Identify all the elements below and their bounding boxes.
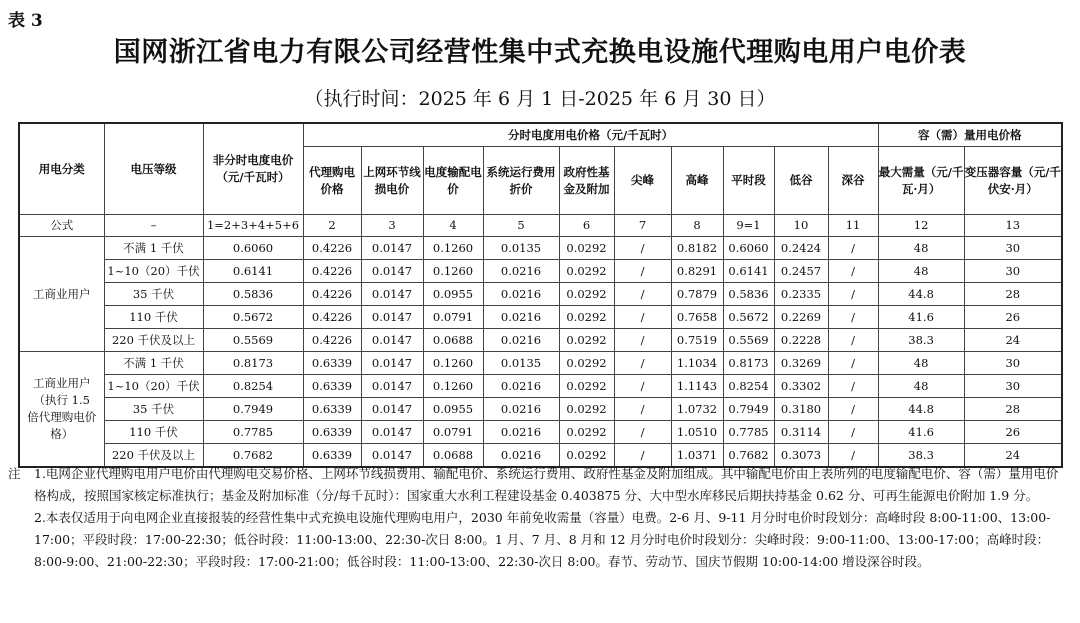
table-row [19, 375, 1062, 398]
table-cell: / [828, 375, 878, 398]
table-cell: 35 千伏 [104, 283, 203, 306]
table-cell: 0.4226 [303, 283, 361, 306]
formula-cell: 1=2+3+4+5+6 [203, 215, 303, 237]
formula-cell: 13 [964, 215, 1062, 237]
table-cell: 0.1260 [423, 352, 483, 375]
table-cell: 0.0147 [361, 237, 423, 260]
formula-cell: 5 [483, 215, 559, 237]
table-cell: 26 [964, 306, 1062, 329]
formula-cell: 10 [774, 215, 828, 237]
table-cell: 0.0147 [361, 375, 423, 398]
table-cell: 1~10（20）千伏 [104, 260, 203, 283]
table-cell: 28 [964, 283, 1062, 306]
table-cell: 0.5672 [723, 306, 774, 329]
formula-cell: 8 [671, 215, 723, 237]
table-cell: 1.0510 [671, 421, 723, 444]
table-cell: 0.7658 [671, 306, 723, 329]
formula-cell: 2 [303, 215, 361, 237]
table-cell: 0.7682 [203, 444, 303, 468]
table-cell: 0.0292 [559, 283, 614, 306]
notes-prefix: 注 [8, 466, 21, 481]
formula-cell: 12 [878, 215, 964, 237]
table-cell: / [614, 306, 671, 329]
table-cell: 0.0216 [483, 398, 559, 421]
header-col: 平时段 [723, 147, 774, 215]
table-cell: 0.0147 [361, 283, 423, 306]
table-cell: / [614, 260, 671, 283]
table-cell: 0.0135 [483, 352, 559, 375]
table-cell: 38.3 [878, 444, 964, 468]
header-tou-group: 分时电度用电价格（元/千瓦时） [303, 123, 878, 147]
table-cell: / [828, 398, 878, 421]
table-cell: 0.3269 [774, 352, 828, 375]
table-row [19, 306, 1062, 329]
note-1: 1.电网企业代理购电用户电价由代理购电交易价格、上网环节线损费用、输配电价、系统运行费用、政府性基金及附加组成。其中输配电价由上表所列的电度输配电价、容（需）量用电价格构成，按照国家核定标准执行；基金及附加标准（分/每千瓦时）：国家重大水利工程建设基金 0.403875 分、大中型水库移民后期扶持基金 0.62 分、可再生能源电价附加 1.9 分。 [34, 466, 1059, 503]
table-cell: 1.1143 [671, 375, 723, 398]
table-cell: 0.0292 [559, 398, 614, 421]
table-cell: 30 [964, 375, 1062, 398]
table-cell: 220 千伏及以上 [104, 329, 203, 352]
table-cell: 0.7949 [723, 398, 774, 421]
formula-cell: 9=1 [723, 215, 774, 237]
table-cell: 0.5672 [203, 306, 303, 329]
header-voltage: 电压等级 [104, 123, 203, 215]
notes [8, 463, 1070, 573]
table-cell: 0.2335 [774, 283, 828, 306]
table-cell: 0.7785 [203, 421, 303, 444]
table-cell: 0.7519 [671, 329, 723, 352]
table-cell: 0.5569 [203, 329, 303, 352]
table-cell: 0.0216 [483, 306, 559, 329]
table-cell: 0.0216 [483, 444, 559, 468]
category-cell: 工商业用户 [19, 237, 104, 352]
table-cell: 0.1260 [423, 237, 483, 260]
table-cell: 不满 1 千伏 [104, 352, 203, 375]
table-cell: / [828, 237, 878, 260]
table-row [19, 421, 1062, 444]
table-cell: / [614, 329, 671, 352]
table-cell: 0.0147 [361, 260, 423, 283]
table-row [19, 398, 1062, 421]
note-2: 2.本表仅适用于向电网企业直接报装的经营性集中式充换电设施代理购电用户，2030 年前免收需量（容量）电费。2-6 月、9-11 月分时电价时段划分：高峰时段 8:00-11:00、13:00-17:00；平段时段：17:00-22:30；低谷时段：11:00-13:00、22:30-次日 8:00。1 月、7 月、8 月和 12 月分时电价时段划分：尖峰时段：9:00-11:00、13:00-17:00；高峰时段：8:00-9:00、21:00-22:30；平段时段：17:00-21:00；低谷时段：11:00-13:00、22:30-次日 8:00。春节、劳动节、国庆节假期 10:00-14:00 增设深谷时段。 [34, 510, 1051, 569]
table-cell: / [614, 444, 671, 468]
table-cell: 0.0216 [483, 421, 559, 444]
table-cell: 0.0688 [423, 329, 483, 352]
table-cell: / [828, 283, 878, 306]
table-cell: 24 [964, 444, 1062, 468]
formula-cell: 4 [423, 215, 483, 237]
page-title: 国网浙江省电力有限公司经营性集中式充换电设施代理购电用户电价表 [113, 37, 967, 68]
table-cell: 0.0292 [559, 237, 614, 260]
table-cell: 26 [964, 421, 1062, 444]
table-cell: 0.5569 [723, 329, 774, 352]
table-cell: 0.0216 [483, 283, 559, 306]
table-cell: 0.0791 [423, 306, 483, 329]
header-col: 变压器容量（元/千伏安·月） [964, 147, 1062, 215]
table-cell: 0.0955 [423, 398, 483, 421]
header-category: 用电分类 [19, 123, 104, 215]
table-cell: 0.0292 [559, 375, 614, 398]
table-cell: 220 千伏及以上 [104, 444, 203, 468]
header-col: 高峰 [671, 147, 723, 215]
table-cell: 0.0292 [559, 329, 614, 352]
table-cell: 41.6 [878, 421, 964, 444]
table-cell: 0.0292 [559, 444, 614, 468]
table-cell: 0.6339 [303, 375, 361, 398]
header-col: 电度输配电价 [423, 147, 483, 215]
table-cell: 0.6339 [303, 352, 361, 375]
table-cell: 0.4226 [303, 260, 361, 283]
table-cell: 0.7879 [671, 283, 723, 306]
table-cell: 0.0955 [423, 283, 483, 306]
table-cell: / [614, 375, 671, 398]
table-cell: 0.6060 [203, 237, 303, 260]
table-cell: / [614, 398, 671, 421]
table-cell: 0.6060 [723, 237, 774, 260]
table-cell: 24 [964, 329, 1062, 352]
table-cell: 0.0147 [361, 398, 423, 421]
table-cell: 28 [964, 398, 1062, 421]
table-cell: 0.0147 [361, 421, 423, 444]
table-cell: 41.6 [878, 306, 964, 329]
table-cell: / [828, 306, 878, 329]
table-cell: 0.0147 [361, 329, 423, 352]
price-table [18, 122, 1063, 468]
table-cell: 0.0135 [483, 237, 559, 260]
table-cell: 0.8173 [203, 352, 303, 375]
table-cell: 48 [878, 375, 964, 398]
formula-cell: 7 [614, 215, 671, 237]
table-cell: 44.8 [878, 283, 964, 306]
table-cell: / [828, 352, 878, 375]
table-cell: 0.0216 [483, 260, 559, 283]
formula-cell: 3 [361, 215, 423, 237]
table-cell: / [828, 444, 878, 468]
header-capacity-group: 容（需）量用电价格 [878, 123, 1062, 147]
table-cell: 0.0216 [483, 329, 559, 352]
table-cell: 0.4226 [303, 306, 361, 329]
table-cell: 0.5836 [723, 283, 774, 306]
table-cell: 不满 1 千伏 [104, 237, 203, 260]
table-cell: 0.5836 [203, 283, 303, 306]
table-cell: 0.6339 [303, 421, 361, 444]
table-cell: / [828, 260, 878, 283]
table-cell: 0.8173 [723, 352, 774, 375]
table-cell: 0.8182 [671, 237, 723, 260]
effective-period: （执行时间：2025 年 6 月 1 日-2025 年 6 月 30 日） [304, 88, 776, 110]
table-cell: / [614, 421, 671, 444]
formula-cell: 11 [828, 215, 878, 237]
table-cell: 48 [878, 260, 964, 283]
table-cell: 110 千伏 [104, 306, 203, 329]
table-cell: 44.8 [878, 398, 964, 421]
formula-cell: 公式 [19, 215, 104, 237]
table-cell: 0.8254 [203, 375, 303, 398]
table-cell: 0.2228 [774, 329, 828, 352]
table-cell: 0.7682 [723, 444, 774, 468]
table-cell: 0.7949 [203, 398, 303, 421]
table-cell: 1.0732 [671, 398, 723, 421]
table-row [19, 260, 1062, 283]
table-cell: 0.7785 [723, 421, 774, 444]
table-cell: 0.3180 [774, 398, 828, 421]
table-cell: 0.2269 [774, 306, 828, 329]
table-cell: 0.6339 [303, 444, 361, 468]
table-cell: 30 [964, 260, 1062, 283]
table-cell: 0.4226 [303, 237, 361, 260]
header-col: 尖峰 [614, 147, 671, 215]
header-col: 政府性基金及附加 [559, 147, 614, 215]
table-cell: 38.3 [878, 329, 964, 352]
header-col: 系统运行费用折价 [483, 147, 559, 215]
table-cell: 0.0688 [423, 444, 483, 468]
table-cell: 0.0292 [559, 260, 614, 283]
table-cell: 0.1260 [423, 260, 483, 283]
table-cell: 48 [878, 352, 964, 375]
table-cell: 0.8254 [723, 375, 774, 398]
table-cell: 0.3114 [774, 421, 828, 444]
header-flat-price: 非分时电度电价（元/千瓦时） [203, 123, 303, 215]
table-cell: 0.2424 [774, 237, 828, 260]
table-row [19, 283, 1062, 306]
table-cell: 1~10（20）千伏 [104, 375, 203, 398]
table-cell: 0.0216 [483, 375, 559, 398]
table-cell: 0.1260 [423, 375, 483, 398]
table-row [19, 329, 1062, 352]
table-cell: 0.0292 [559, 421, 614, 444]
table-cell: 0.0147 [361, 306, 423, 329]
table-cell: 0.0147 [361, 352, 423, 375]
table-cell: / [614, 283, 671, 306]
table-cell: 0.8291 [671, 260, 723, 283]
table-cell: / [614, 237, 671, 260]
table-cell: 1.0371 [671, 444, 723, 468]
header-col: 深谷 [828, 147, 878, 215]
table-cell: 0.2457 [774, 260, 828, 283]
table-cell: / [614, 352, 671, 375]
formula-cell: 6 [559, 215, 614, 237]
header-col: 上网环节线损电价 [361, 147, 423, 215]
table-cell: 0.0147 [361, 444, 423, 468]
table-cell: 110 千伏 [104, 421, 203, 444]
category-cell: 工商业用户（执行 1.5 倍代理购电价格） [19, 352, 104, 468]
header-col: 最大需量（元/千瓦·月） [878, 147, 964, 215]
table-cell: 30 [964, 237, 1062, 260]
table-number: 表 3 [8, 11, 43, 31]
table-row [19, 237, 1062, 260]
table-cell: 1.1034 [671, 352, 723, 375]
table-cell: / [828, 329, 878, 352]
table-cell: 0.6141 [723, 260, 774, 283]
table-cell: 0.3302 [774, 375, 828, 398]
table-cell: / [828, 421, 878, 444]
table-cell: 0.6339 [303, 398, 361, 421]
table-cell: 48 [878, 237, 964, 260]
table-row [19, 352, 1062, 375]
table-cell: 0.3073 [774, 444, 828, 468]
table-cell: 30 [964, 352, 1062, 375]
table-cell: 35 千伏 [104, 398, 203, 421]
header-col: 代理购电价格 [303, 147, 361, 215]
table-cell: 0.4226 [303, 329, 361, 352]
header-col: 低谷 [774, 147, 828, 215]
table-cell: 0.0791 [423, 421, 483, 444]
table-cell: 0.6141 [203, 260, 303, 283]
table-cell: 0.0292 [559, 306, 614, 329]
formula-cell: – [104, 215, 203, 237]
table-cell: 0.0292 [559, 352, 614, 375]
